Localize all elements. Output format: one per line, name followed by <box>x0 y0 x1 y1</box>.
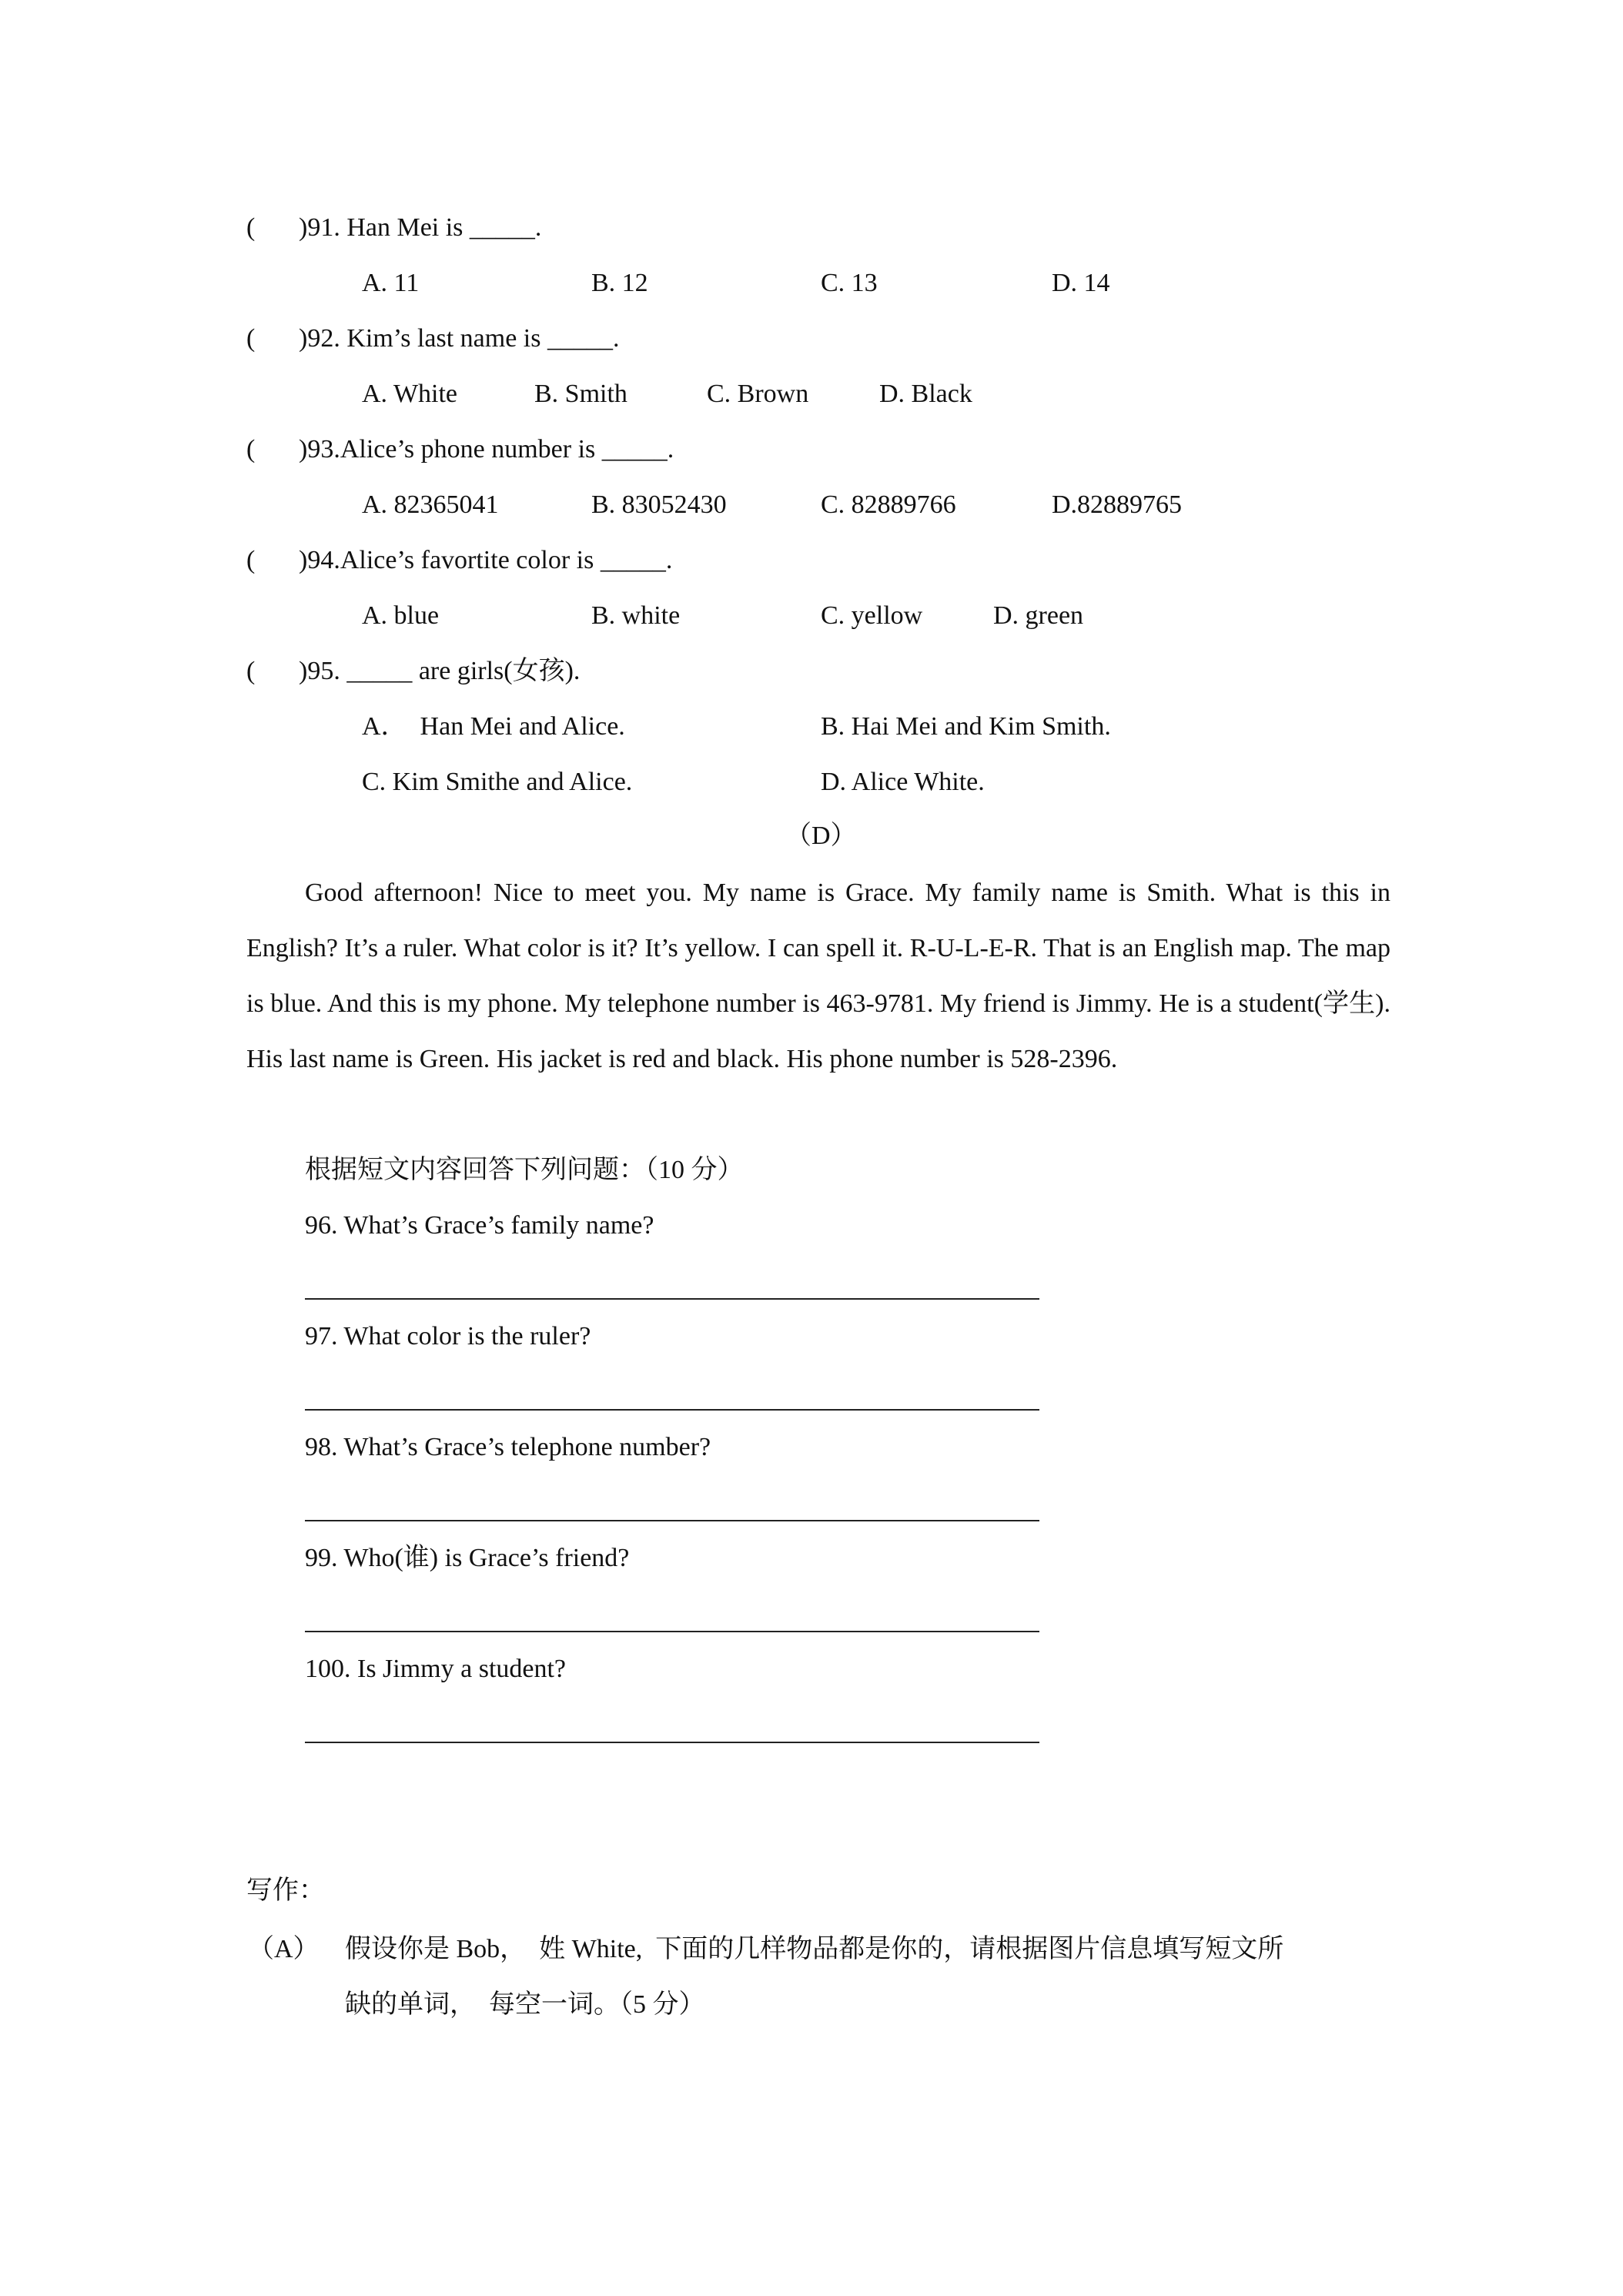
option-b[interactable]: B. 12 <box>591 269 648 297</box>
question-stem: )94.Alice’s favortite color is _____. <box>299 546 673 574</box>
answer-instruction: 根据短文内容回答下列问题：（10 分） <box>305 1156 744 1184</box>
option-d[interactable]: D. Black <box>879 380 972 408</box>
option-b[interactable]: B. 83052430 <box>591 490 727 519</box>
option-d[interactable]: D. 14 <box>1052 269 1110 297</box>
option-d[interactable]: D. green <box>993 601 1084 630</box>
answer-line[interactable] <box>305 1631 1039 1632</box>
answer-bracket[interactable]: ( <box>246 213 256 242</box>
answer-bracket[interactable]: ( <box>246 435 256 464</box>
option-c[interactable]: C. 13 <box>821 269 878 297</box>
option-a[interactable]: A. 82365041 <box>362 490 499 519</box>
question-stem: )92. Kim’s last name is _____. <box>299 324 620 353</box>
option-c[interactable]: C. 82889766 <box>821 490 956 519</box>
option-b[interactable]: B. white <box>591 601 681 630</box>
option-c[interactable]: C. Brown <box>707 380 809 408</box>
question-text: 98. What’s Grace’s telephone number? <box>305 1433 711 1461</box>
answer-bracket[interactable]: ( <box>246 324 256 353</box>
writing-instruction-line1: 假设你是 Bob， 姓 White, 下面的几样物品都是你的，请根据图片信息填写短文所 <box>345 1935 1284 1963</box>
question-text: 99. Who(谁) is Grace’s friend? <box>305 1544 630 1572</box>
answer-line[interactable] <box>305 1742 1039 1743</box>
option-d[interactable]: D. Alice White. <box>821 768 985 796</box>
option-a[interactable]: A． Han Mei and Alice. <box>362 712 625 741</box>
question-text: 100. Is Jimmy a student? <box>305 1655 567 1683</box>
question-stem: )95. _____ are girls(女孩). <box>299 657 581 685</box>
question-text: 96. What’s Grace’s family name? <box>305 1211 654 1240</box>
answer-bracket[interactable]: ( <box>246 546 256 574</box>
answer-line[interactable] <box>305 1298 1039 1300</box>
writing-instruction-line2: 缺的单词， 每空一词。（5 分） <box>345 1990 705 2019</box>
option-c[interactable]: C. yellow <box>821 601 923 630</box>
section-d-label: （D） <box>785 822 857 850</box>
question-stem: )91. Han Mei is _____. <box>299 213 542 242</box>
answer-bracket[interactable]: ( <box>246 657 256 685</box>
writing-title: 写作： <box>246 1876 325 1905</box>
question-text: 97. What color is the ruler? <box>305 1322 591 1350</box>
option-c[interactable]: C. Kim Smithe and Alice. <box>362 768 633 796</box>
option-d[interactable]: D.82889765 <box>1052 490 1183 519</box>
answer-line[interactable] <box>305 1409 1039 1411</box>
option-b[interactable]: B. Hai Mei and Kim Smith. <box>821 712 1111 741</box>
option-a[interactable]: A. 11 <box>362 269 420 297</box>
question-stem: )93.Alice’s phone number is _____. <box>299 435 674 464</box>
option-a[interactable]: A. blue <box>362 601 440 630</box>
reading-passage: Good afternoon! Nice to meet you. My name is Grace. My family name is Smith. What is this in English? It’s a ruler. What color is it? It’s yellow. I can spell it. R-U-L-E-R. That is an English map. The map is blue. And this is my phone. My telephone number is 463-9781. My friend is Jimmy. He is a student(学生). His last name is Green. His jacket is red and black. His phone number is 528-2396. <box>246 879 1390 1073</box>
option-b[interactable]: B. Smith <box>534 380 627 408</box>
writing-part-label: （A） <box>248 1935 320 1963</box>
option-a[interactable]: A. White <box>362 380 458 408</box>
answer-line[interactable] <box>305 1520 1039 1521</box>
